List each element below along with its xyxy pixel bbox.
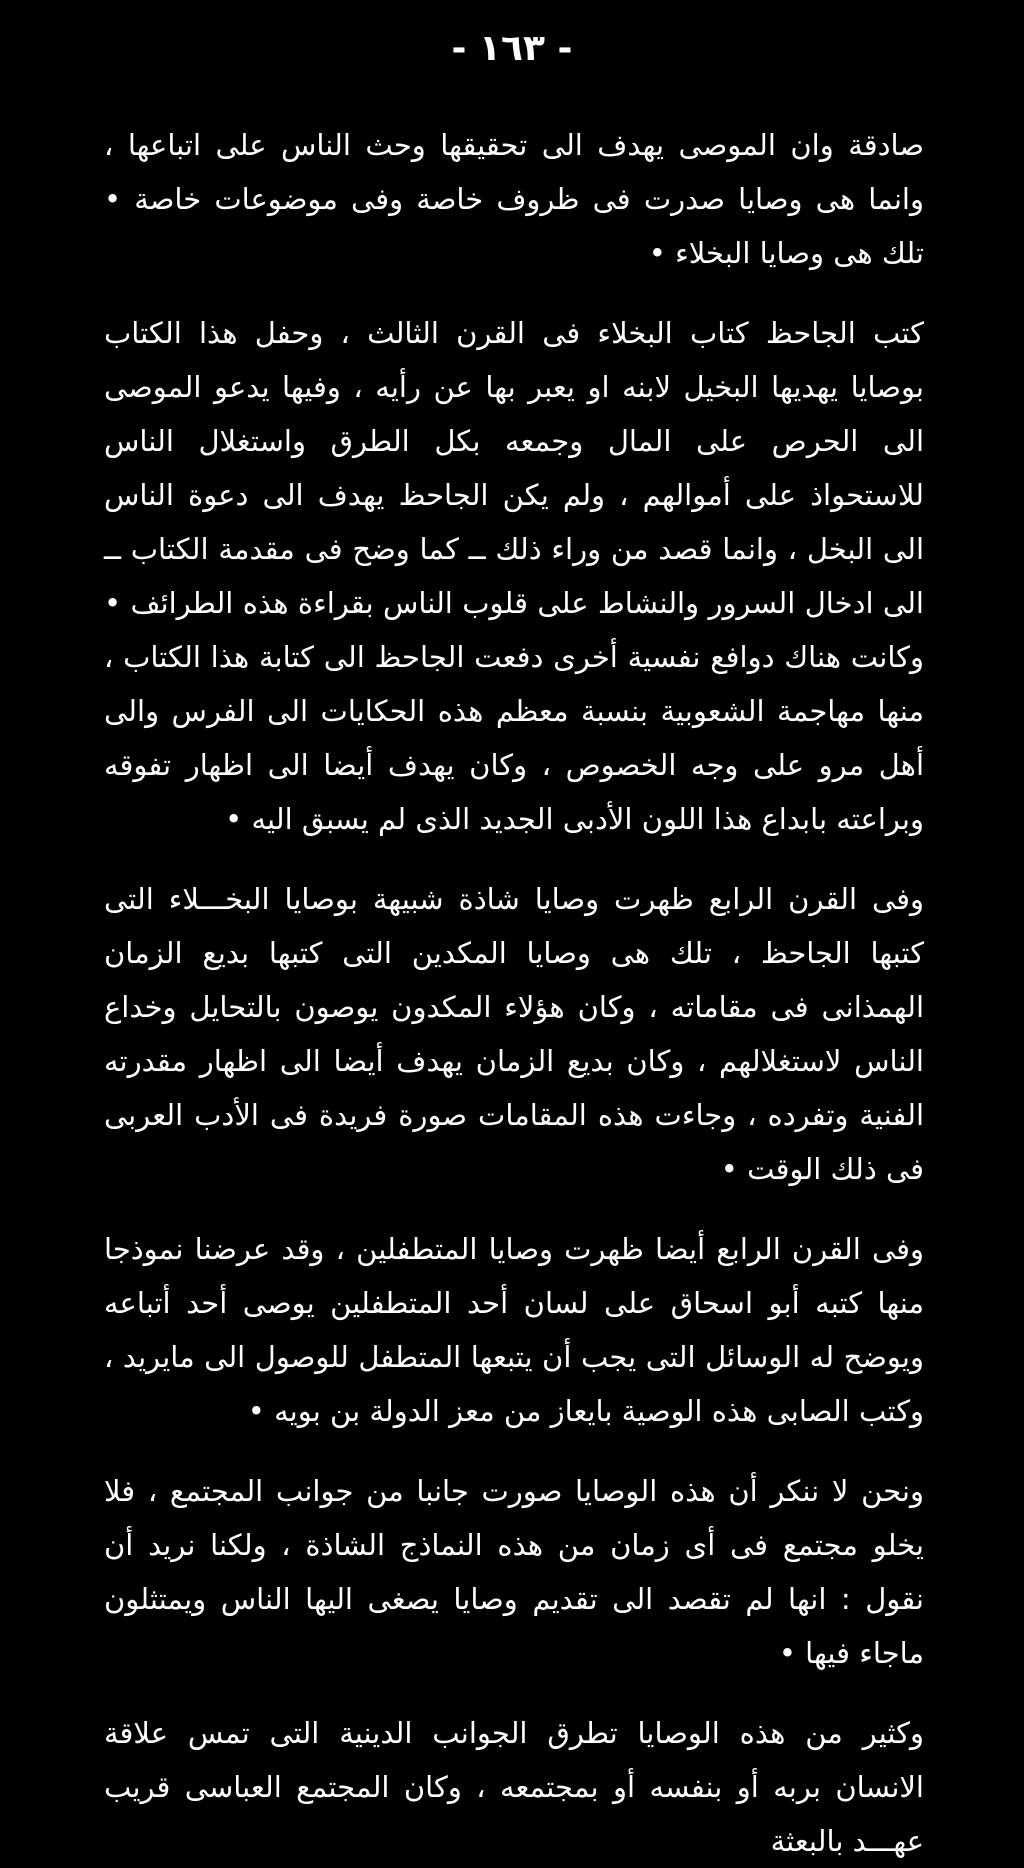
paragraph-4: وفى القرن الرابع أيضا ظهرت وصايا المتطفلين ، وقد عرضنا نموذجا منها كتبه أبو اسحاق على لسان أحد المتطفلين يوصى أحد أتباعه ويوضح له الوسائل التى يجب أن يتبعها المتطفل للوصول الى مايريد ، وكتب الصابى هذه الوصية بايعاز من معز الدولة بن بويه • (104, 1232, 924, 1428)
paragraph-3: وفى القرن الرابع ظهرت وصايا شاذة شبيهة بوصايا البخـــلاء التى كتبها الجاحظ ، تلك هى وصايا المكدين التى كتبها بديع الزمان الهمذانى فى مقاماته ، وكان هؤلاء المكدون يوصون بالتحايل وخداع الناس لاستغلالهم ، وكان بديع الزمان يهدف أيضا الى اظهار مقدرته الفنية وتفرده ، وجاءت هذه المقامات صورة فريدة فى الأدب العربى فى ذلك الوقت • (104, 882, 924, 1186)
paragraph-5: ونحن لا ننكر أن هذه الوصايا صورت جانبا من جوانب المجتمع ، فلا يخلو مجتمع فى أى زمان من هذه النماذج الشاذة ، ولكنا نريد أن نقول : انها لم تقصد الى تقديم وصايا يصغى اليها الناس ويمتثلون ماجاء فيها • (104, 1474, 924, 1670)
page-body (104, 118, 924, 1868)
page-number: - ١٦٣ - (451, 28, 573, 69)
paragraph-1: صادقة وان الموصى يهدف الى تحقيقها وحث الناس على اتباعها ، وانما هى وصايا صدرت فى ظروف خاصة وفى موضوعات خاصة • تلك هى وصايا البخلاء • (104, 128, 924, 270)
paragraph-6: وكثير من هذه الوصايا تطرق الجوانب الدينية التى تمس علاقة الانسان بربه أو بنفسه أو بمجتمعه ، وكان المجتمع العباسى قريب عهـــد بالبعثة (104, 1716, 924, 1858)
paragraph-2: كتب الجاحظ كتاب البخلاء فى القرن الثالث ، وحفل هذا الكتاب بوصايا يهديها البخيل لابنه او يعبر بها عن رأيه ، وفيها يدعو الموصى الى الحرص على المال وجمعه بكل الطرق واستغلال الناس للاستحواذ على أموالهم ، ولم يكن الجاحظ يهدف الى دعوة الناس الى البخل ، وانما قصد من وراء ذلك ــ كما وضح فى مقدمة الكتاب ــ الى ادخال السرور والنشاط على قلوب الناس بقراءة هذه الطرائف • وكانت هناك دوافع نفسية أخرى دفعت الجاحظ الى كتابة هذا الكتاب ، منها مهاجمة الشعوبية بنسبة معظم هذه الحكايات الى الفرس والى أهل مرو على وجه الخصوص ، وكان يهدف أيضا الى اظهار تفوقه وبراعته بابداع هذا اللون الأدبى الجديد الذى لم يسبق اليه • (104, 316, 924, 836)
